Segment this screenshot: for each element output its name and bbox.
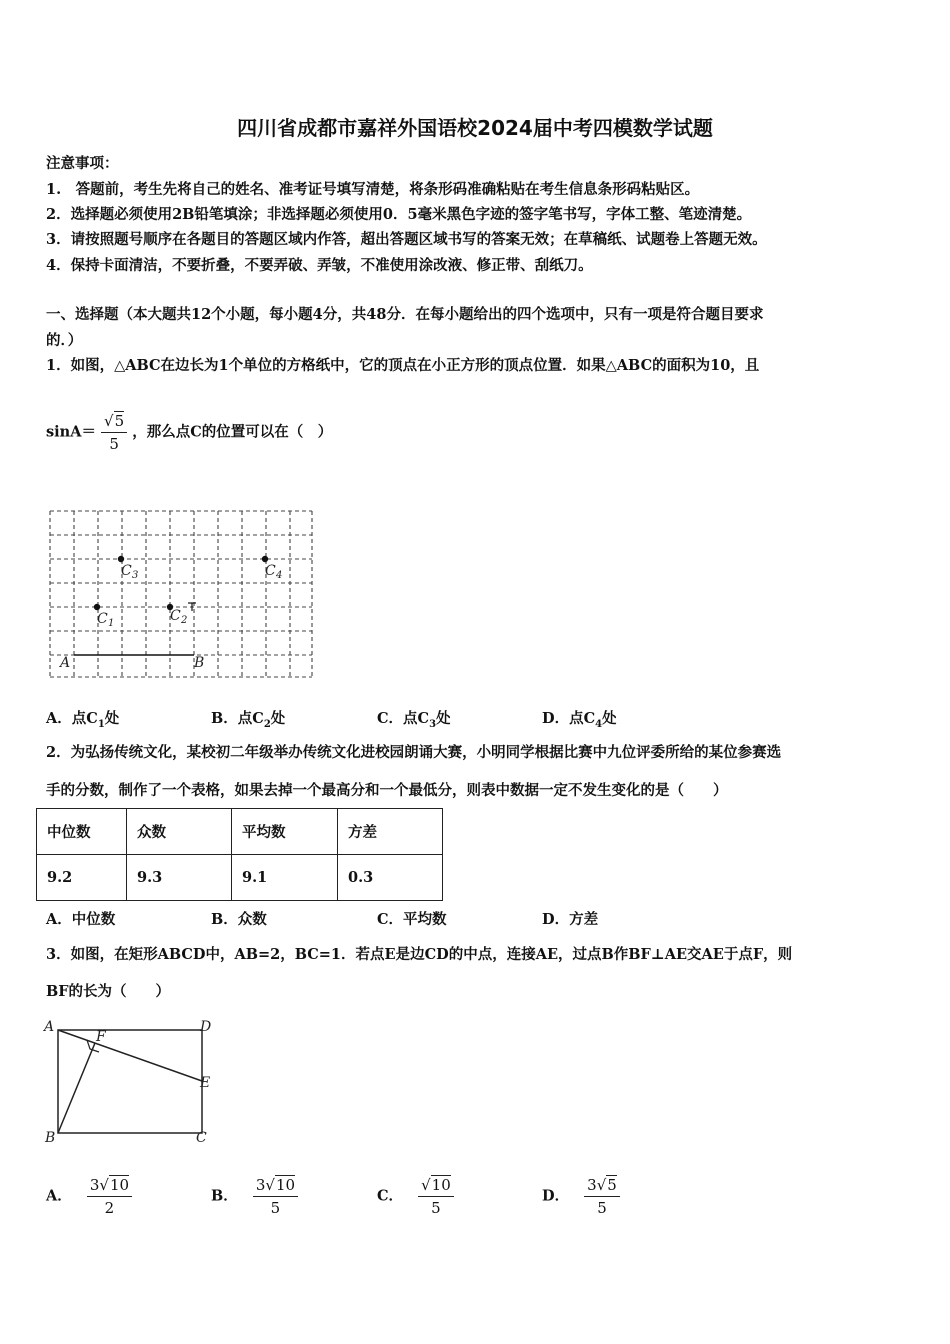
- notice-item: 1. 答题前，考生先将自己的姓名、准考证号填写清楚，将条形码准确粘贴在考生信息条形码粘贴区。: [46, 181, 700, 198]
- question-1-sin-line: [46, 412, 332, 453]
- table-cell: 9.2: [37, 855, 127, 901]
- fraction-coef: 3: [255, 1176, 266, 1194]
- option-letter: A．: [46, 1187, 72, 1205]
- notice-heading: 注意事项：: [46, 155, 119, 172]
- option-sub: 3: [429, 718, 437, 730]
- sin-fraction: $\frac{√5}{5}$: [101, 412, 127, 453]
- question-1-text: 1．如图，△ABC在边长为1个单位的方格纸中，它的顶点在小正方形的顶点位置．如果△ABC的面积为10，且: [46, 357, 760, 374]
- label-c2: C: [170, 608, 181, 624]
- page-title: 四川省成都市嘉祥外国语校2024届中考四模数学试题: [237, 116, 713, 140]
- question-2-text: 2．为弘扬传统文化，某校初二年级举办传统文化进校园朗诵大赛，小明同学根据比赛中九位评委所给的某位参赛选: [46, 744, 782, 761]
- q2-option-d[interactable]: D．方差: [542, 911, 599, 928]
- notice-item: 3．请按照题号顺序在各题目的答题区域内作答，超出答题区域书写的答案无效；在草稿纸、试题卷上答题无效。: [46, 231, 767, 248]
- q3-option-b[interactable]: [211, 1176, 298, 1217]
- table-header-row: [37, 809, 443, 855]
- fraction-radicand: 10: [109, 1176, 130, 1194]
- fraction-coef: 3: [587, 1176, 597, 1194]
- table-header: 平均数: [232, 809, 338, 855]
- table-row: [37, 855, 443, 901]
- point-c4: [262, 556, 268, 562]
- table-cell: 0.3: [338, 855, 443, 901]
- label-a: A: [60, 655, 71, 671]
- option-tail: 处: [270, 710, 286, 727]
- option-text: 点C: [237, 710, 264, 727]
- option-text: 点C: [71, 710, 98, 727]
- option-letter: D．: [542, 710, 570, 727]
- label-c3: C: [121, 563, 132, 579]
- q2-option-b[interactable]: B．众数: [211, 911, 267, 928]
- stats-table: [36, 808, 443, 901]
- option-fraction: $\frac{3√10}{5}$: [253, 1176, 298, 1217]
- label-c1: C: [97, 611, 108, 627]
- option-letter: C．: [377, 1187, 404, 1205]
- label-b: B: [45, 1130, 56, 1146]
- q2-option-a[interactable]: A．中位数: [46, 911, 116, 928]
- fraction-coef: 3: [89, 1176, 100, 1194]
- label-f: F: [96, 1029, 106, 1045]
- option-tail: 处: [104, 710, 120, 727]
- label-e: E: [200, 1075, 211, 1091]
- rectangle-figure: [40, 1015, 220, 1150]
- segment-ae: [58, 1030, 202, 1081]
- section-heading: 一、选择题（本大题共12个小题，每小题4分，共48分．在每小题给出的四个选项中，只有一项是符合题目要求: [46, 306, 764, 323]
- label-c2-sub: 2: [181, 615, 188, 626]
- option-letter: B．: [211, 710, 238, 727]
- notice-item: 4．保持卡面清洁，不要折叠，不要弄破、弄皱，不准使用涂改液、修正带、刮纸刀。: [46, 257, 593, 274]
- fraction-denominator: 2: [104, 1199, 115, 1217]
- fraction-radicand: 5: [607, 1176, 617, 1194]
- option-text: 点C: [403, 710, 430, 727]
- option-fraction: $\frac{3√10}{2}$: [87, 1176, 132, 1217]
- option-letter: D．: [542, 1187, 570, 1205]
- fraction-radicand: 10: [275, 1176, 296, 1194]
- question-2-text-cont: 手的分数，制作了一个表格，如果去掉一个最高分和一个最低分，则表中数据一定不发生变化的是（ ）: [46, 782, 728, 799]
- section-heading-cont: 的．）: [46, 332, 83, 349]
- label-c1-sub: 1: [108, 618, 115, 629]
- option-letter: A．: [46, 710, 72, 727]
- option-sub: 4: [595, 718, 603, 730]
- option-letter: C．: [377, 710, 404, 727]
- option-sub: 2: [263, 718, 271, 730]
- label-b: B: [194, 655, 205, 671]
- notice-item: 2．选择题必须使用2B铅笔填涂；非选择题必须使用0．5毫米黑色字迹的签字笔书写，字体工整、笔迹清楚。: [46, 206, 752, 223]
- fraction-denominator: 5: [597, 1199, 607, 1217]
- q3-option-a[interactable]: [46, 1176, 132, 1217]
- label-c: C: [196, 1130, 207, 1146]
- label-c4-sub: 4: [276, 570, 283, 581]
- sin-numerator: 5: [114, 412, 125, 430]
- q1-option-a[interactable]: [46, 707, 119, 730]
- table-header: 众数: [127, 809, 232, 855]
- fraction-denominator: 5: [431, 1199, 441, 1217]
- table-header: 中位数: [37, 809, 127, 855]
- table-header: 方差: [338, 809, 443, 855]
- point-c1: [94, 604, 100, 610]
- question-3-text-cont: BF的长为（ ）: [46, 983, 171, 1000]
- sin-denominator: 5: [109, 435, 119, 453]
- option-text: 点C: [569, 710, 596, 727]
- q1-option-d[interactable]: [542, 707, 617, 730]
- sin-prefix: sinA＝: [46, 423, 96, 441]
- sin-suffix: ，那么点C的位置可以在（ ）: [132, 423, 333, 441]
- fraction-radicand: 10: [431, 1176, 451, 1194]
- option-sub: 1: [97, 718, 105, 730]
- q3-option-d[interactable]: [542, 1176, 620, 1217]
- fraction-denominator: 5: [270, 1199, 281, 1217]
- grid-figure: [44, 505, 319, 685]
- label-a: A: [44, 1019, 55, 1035]
- q1-option-b[interactable]: [211, 707, 285, 730]
- option-fraction: $\frac{√10}{5}$: [418, 1176, 454, 1217]
- label-c3-sub: 3: [132, 570, 139, 581]
- label-c4: C: [265, 563, 276, 579]
- option-letter: B．: [211, 1187, 238, 1205]
- option-fraction: $\frac{3√5}{5}$: [584, 1176, 620, 1217]
- segment-bf: [58, 1043, 95, 1133]
- table-cell: 9.1: [232, 855, 338, 901]
- option-tail: 处: [602, 710, 617, 727]
- question-3-text: 3．如图，在矩形ABCD中，AB=2，BC=1．若点E是边CD的中点，连接AE，过点B作BF⊥AE交AE于点F，则: [46, 946, 793, 963]
- point-c3: [118, 556, 124, 562]
- q3-option-c[interactable]: [377, 1176, 454, 1217]
- q2-option-c[interactable]: C．平均数: [377, 911, 447, 928]
- option-tail: 处: [436, 710, 451, 727]
- table-cell: 9.3: [127, 855, 232, 901]
- q1-option-c[interactable]: [377, 707, 451, 730]
- label-d: D: [200, 1019, 212, 1035]
